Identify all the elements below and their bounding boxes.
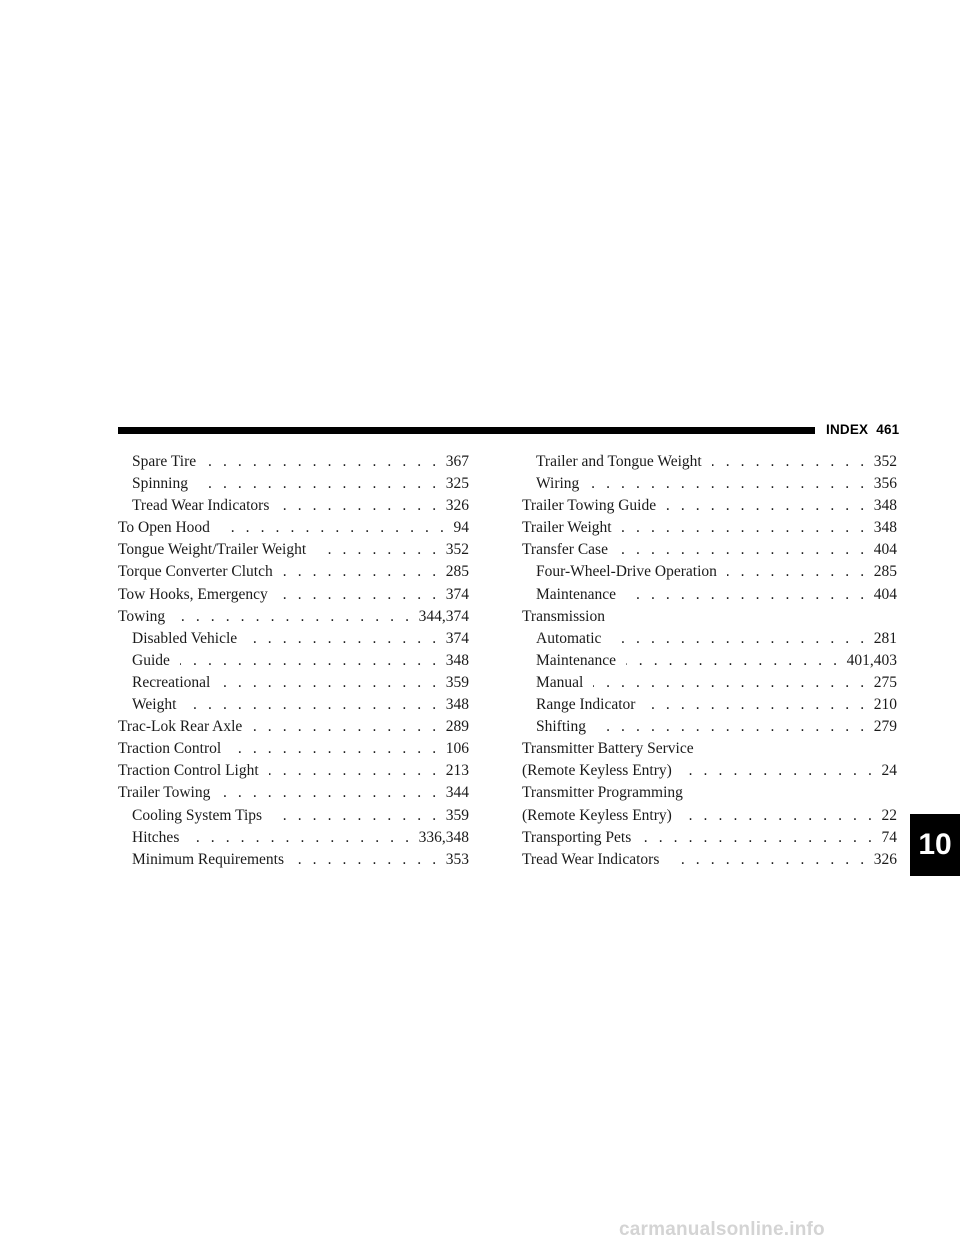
entry-page-ref: 367: [445, 453, 469, 470]
dot-leader: [593, 672, 867, 694]
entry-label: Traction Control: [118, 740, 222, 758]
entry-label: Manual: [536, 673, 584, 691]
entry-label: Four-Wheel-Drive Operation: [536, 563, 717, 581]
dot-leader: [198, 473, 440, 495]
entry-label: Tread Wear Indicators: [132, 497, 270, 515]
entry-page-ref: 353: [445, 850, 469, 868]
index-entry: [522, 451, 897, 473]
index-entry: [522, 539, 897, 561]
index-entry: [522, 849, 897, 871]
index-entry: [522, 517, 897, 539]
entry-page-ref: 285: [445, 563, 469, 581]
entry-page-ref: 325: [445, 475, 469, 493]
index-entry: [522, 561, 897, 583]
dot-leader: [220, 517, 448, 539]
dot-leader: [682, 760, 876, 782]
dot-leader: [247, 628, 440, 650]
entry-page-ref: 94: [453, 519, 469, 537]
dot-leader: [278, 584, 440, 606]
entry-page-ref: 275: [873, 673, 897, 691]
entry-page-ref: 106: [445, 740, 469, 758]
entry-page-ref: 281: [873, 629, 897, 647]
entry-label: Tread Wear Indicators: [522, 850, 660, 868]
index-entry: [118, 716, 469, 738]
index-entry: [118, 650, 469, 672]
dot-leader: [180, 650, 440, 672]
index-entry: [522, 606, 897, 628]
entry-label: Automatic: [536, 629, 602, 647]
entry-page-ref: 279: [873, 718, 897, 736]
dot-leader: [669, 849, 867, 871]
entry-page-ref: 344: [445, 784, 469, 802]
index-entry: [118, 694, 469, 716]
dot-leader: [220, 672, 439, 694]
dot-leader: [269, 760, 440, 782]
entry-label: Guide: [132, 651, 170, 669]
entry-page-ref: 210: [873, 696, 897, 714]
index-entry: [522, 473, 897, 495]
dot-leader: [727, 561, 868, 583]
entry-page-ref: 374: [445, 629, 469, 647]
entry-label: Transmission: [522, 607, 605, 625]
dot-leader: [626, 584, 868, 606]
dot-leader: [252, 716, 439, 738]
dot-leader: [279, 495, 439, 517]
entry-label: Wiring: [536, 475, 580, 493]
index-entry: [522, 495, 897, 517]
entry-label: Traction Control Light: [118, 762, 259, 780]
dot-leader: [186, 694, 439, 716]
index-entry: [118, 827, 469, 849]
entry-page-ref: 348: [445, 696, 469, 714]
entry-label: Weight: [132, 696, 177, 714]
entry-page-ref: 404: [873, 541, 897, 559]
entry-page-ref: 348: [873, 497, 897, 515]
index-entry: [522, 672, 897, 694]
watermark: carmanualsonline.info: [619, 1219, 825, 1240]
index-entry: [522, 584, 897, 606]
index-column-right: [522, 451, 897, 871]
entry-label: Maintenance: [536, 585, 617, 603]
entry-page-ref: 289: [445, 718, 469, 736]
entry-page-ref: 348: [445, 651, 469, 669]
dot-leader: [641, 827, 875, 849]
dot-leader: [622, 517, 868, 539]
index-entry: [118, 495, 469, 517]
entry-label: (Remote Keyless Entry): [522, 806, 672, 824]
entry-label: Transmitter Battery Service: [522, 740, 694, 758]
entry-label: Towing: [118, 607, 166, 625]
index-entry: [118, 738, 469, 760]
entry-label: Transporting Pets: [522, 828, 632, 846]
entry-label: Disabled Vehicle: [132, 629, 238, 647]
dot-leader: [272, 805, 440, 827]
dot-leader: [189, 827, 412, 849]
index-entry: [522, 827, 897, 849]
entry-label: Range Indicator: [536, 696, 636, 714]
running-header: [826, 422, 899, 437]
entry-page-ref: 344,374: [418, 607, 469, 625]
index-entry: [118, 782, 469, 804]
dot-leader: [645, 694, 867, 716]
entry-page-ref: 326: [873, 850, 897, 868]
entry-label: Shifting: [536, 718, 586, 736]
entry-page-ref: 352: [873, 453, 897, 470]
index-entry: [118, 849, 469, 871]
entry-label: (Remote Keyless Entry): [522, 762, 672, 780]
entry-label: Trailer Weight: [522, 519, 612, 537]
entry-page-ref: 74: [881, 828, 897, 846]
dot-leader: [220, 782, 439, 804]
index-entry: [118, 760, 469, 782]
index-entry: [118, 539, 469, 561]
dot-leader: [283, 561, 440, 583]
entry-page-ref: 24: [881, 762, 897, 780]
index-entry: [118, 805, 469, 827]
dot-leader: [175, 606, 412, 628]
dot-leader: [316, 539, 440, 561]
entry-page-ref: 348: [873, 519, 897, 537]
dot-leader: [206, 451, 440, 473]
entry-page-ref: 356: [873, 475, 897, 493]
entry-page-ref: 374: [445, 585, 469, 603]
entry-label: Spinning: [132, 475, 188, 493]
entry-page-ref: 285: [873, 563, 897, 581]
index-entry: [118, 628, 469, 650]
entry-label: Trailer Towing Guide: [522, 497, 657, 515]
entry-label: Cooling System Tips: [132, 806, 263, 824]
entry-label: Trailer Towing: [118, 784, 211, 802]
index-entry: [118, 584, 469, 606]
entry-label: Trailer and Tongue Weight: [536, 453, 702, 470]
index-entry: [522, 628, 897, 650]
index-entry: [118, 672, 469, 694]
index-entry: [522, 805, 897, 827]
index-entry: [118, 517, 469, 539]
index-entry: [118, 473, 469, 495]
section-title: INDEX: [826, 422, 869, 437]
dot-leader: [712, 451, 868, 473]
chapter-tab: 10: [910, 814, 960, 876]
entry-label: To Open Hood: [118, 519, 210, 537]
entry-label: Recreational: [132, 673, 211, 691]
entry-page-ref: 359: [445, 673, 469, 691]
page-number: 461: [876, 422, 900, 437]
entry-page-ref: 213: [445, 762, 469, 780]
index-column-left: [118, 451, 469, 871]
dot-leader: [626, 650, 841, 672]
header-rule: [118, 427, 815, 434]
entry-label: Transfer Case: [522, 541, 608, 559]
entry-label: Torque Converter Clutch: [118, 563, 273, 581]
index-entry: [118, 451, 469, 473]
entry-page-ref: 404: [873, 585, 897, 603]
entry-label: Minimum Requirements: [132, 850, 284, 868]
dot-leader: [618, 539, 868, 561]
entry-label: Maintenance: [536, 651, 617, 669]
entry-label: Hitches: [132, 828, 180, 846]
dot-leader: [231, 738, 440, 760]
dot-leader: [596, 716, 868, 738]
entry-label: Spare Tire: [132, 453, 197, 470]
dot-leader: [611, 628, 867, 650]
index-entry: [522, 760, 897, 782]
index-entry: [522, 650, 897, 672]
dot-leader: [682, 805, 876, 827]
entry-page-ref: 326: [445, 497, 469, 515]
dot-leader: [294, 849, 440, 871]
index-entry: [522, 782, 897, 804]
index-entry: [522, 694, 897, 716]
index-entry: [522, 716, 897, 738]
index-entry: [118, 561, 469, 583]
entry-page-ref: 22: [881, 806, 897, 824]
entry-page-ref: 359: [445, 806, 469, 824]
entry-page-ref: 336,348: [418, 828, 469, 846]
index-entry: [522, 738, 897, 760]
dot-leader: [589, 473, 867, 495]
entry-label: Tow Hooks, Emergency: [118, 585, 268, 603]
dot-leader: [666, 495, 868, 517]
entry-label: Transmitter Programming: [522, 784, 683, 802]
entry-label: Tongue Weight/Trailer Weight: [118, 541, 307, 559]
entry-label: Trac-Lok Rear Axle: [118, 718, 243, 736]
index-entry: [118, 606, 469, 628]
entry-page-ref: 401,403: [846, 651, 897, 669]
entry-page-ref: 352: [445, 541, 469, 559]
